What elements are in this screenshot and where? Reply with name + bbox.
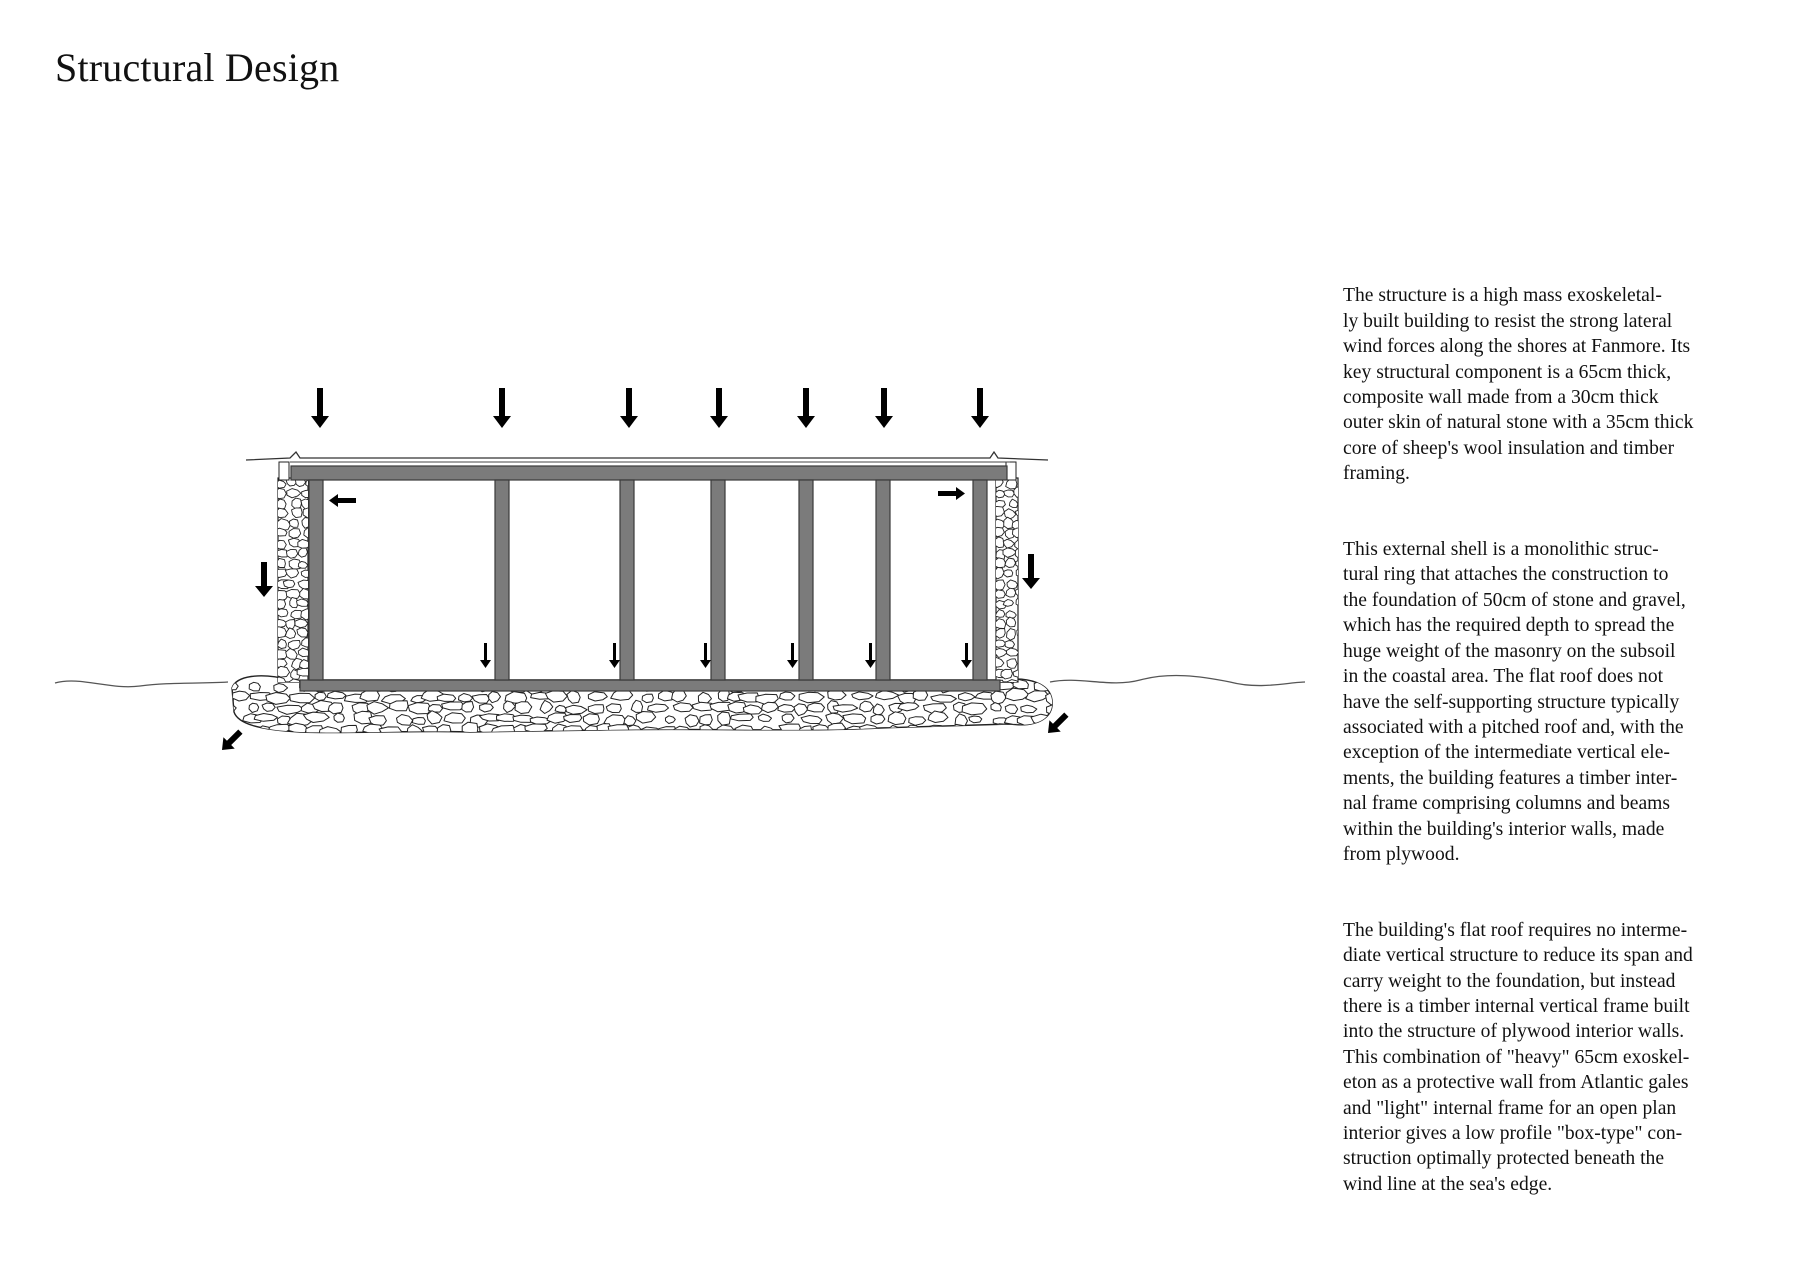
column bbox=[495, 480, 509, 680]
page-title: Structural Design bbox=[55, 45, 340, 90]
column bbox=[799, 480, 813, 680]
down-arrow-icon bbox=[480, 643, 491, 668]
right-arrow-icon bbox=[938, 487, 965, 500]
paragraph-3: The building's flat roof requires no interme- diate vertical structure to reduce its span and carry weight to the foundation, but instead there is a timber internal vertical frame built into the structure of plywood interior walls. This combination of "heavy" 65cm exoskel- eton as a protective wall from Atlantic gales and "light" internal frame for an open plan interior gives a low profile "box-type" con- struction optimally protected beneath the wind line at the sea's edge. bbox=[1343, 919, 1693, 1195]
roof-beam bbox=[291, 466, 1007, 480]
down-arrow-icon bbox=[971, 388, 989, 428]
down-arrow-icon bbox=[865, 643, 876, 668]
down-arrow-icon bbox=[961, 643, 972, 668]
down-arrow-icon bbox=[710, 388, 728, 428]
down-arrow-icon bbox=[620, 388, 638, 428]
column bbox=[711, 480, 725, 680]
column bbox=[973, 480, 987, 680]
left-arrow-icon bbox=[329, 494, 356, 507]
paragraph-1: The structure is a high mass exoskeletal- ly built building to resist the strong lateral wind forces along the shores at Fanmore. Its key structural component is a 65cm thick, composite wall made from a 30cm thick outer skin of natural stone with a 35cm thick core of sheep's wool insulation and timber framing. bbox=[1343, 285, 1694, 485]
down-arrow-icon bbox=[493, 388, 511, 428]
floor-beam bbox=[300, 680, 1000, 691]
down-arrow-icon bbox=[255, 562, 273, 597]
column bbox=[620, 480, 634, 680]
column bbox=[876, 480, 890, 680]
down-arrow-icon bbox=[700, 643, 711, 668]
right-stone-wall bbox=[992, 462, 1028, 687]
down-arrow-icon bbox=[609, 643, 620, 668]
down-arrow-icon bbox=[1022, 554, 1040, 589]
down-arrow-icon bbox=[311, 388, 329, 428]
down-left-arrow-icon bbox=[216, 726, 246, 756]
down-arrow-icon bbox=[797, 388, 815, 428]
down-arrow-icon bbox=[787, 643, 798, 668]
roof-membrane bbox=[246, 452, 1048, 460]
paragraph-2: This external shell is a monolithic struc- tural ring that attaches the construction to the foundation of 50cm of stone and gravel, which has the required depth to spread the huge weight of the masonry on the subsoil in the coastal area. The flat roof does not have the self-supporting structure typically associated with a pitched roof and, with the exception of the intermediate vertical ele- ments, the building features a timber inter- nal frame comprising columns and beams within the building's interior walls, made from plywood. bbox=[1343, 539, 1686, 865]
down-arrow-icon bbox=[875, 388, 893, 428]
timber-frame bbox=[291, 466, 1007, 691]
description-text bbox=[1343, 258, 1763, 1248]
column bbox=[309, 480, 323, 680]
